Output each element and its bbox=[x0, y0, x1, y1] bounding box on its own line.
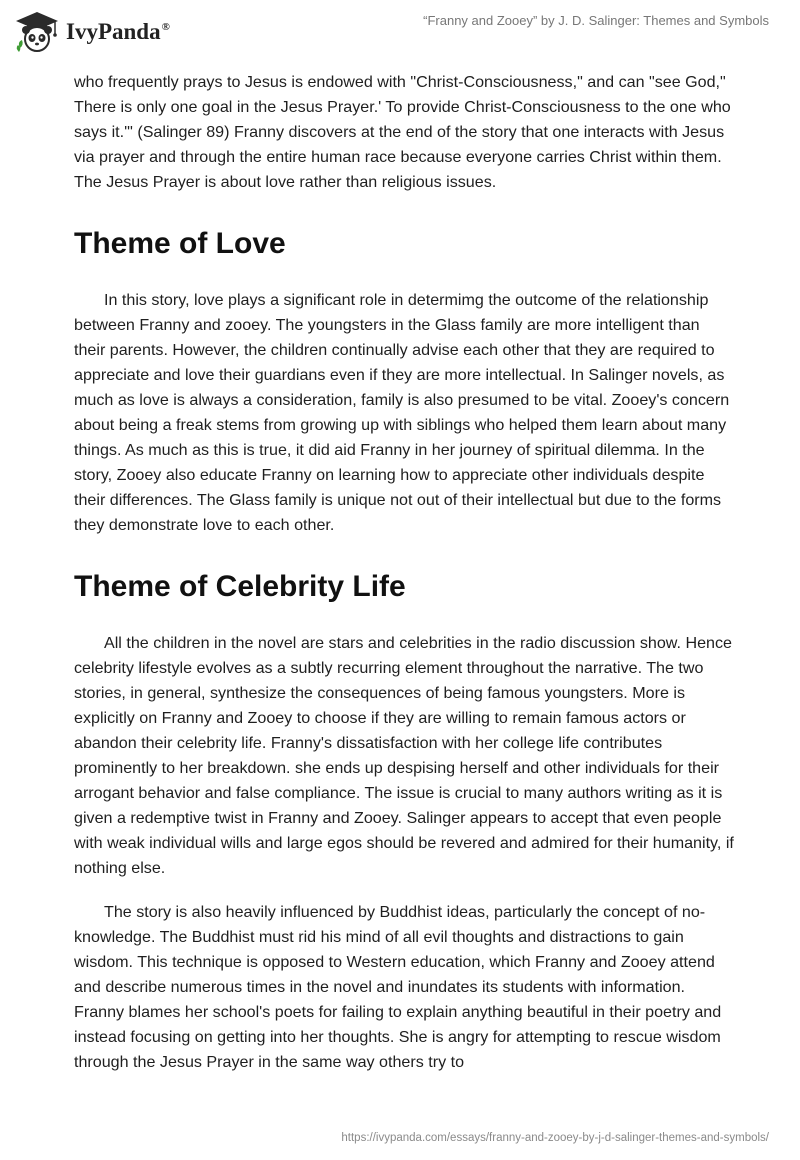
brand-name bbox=[66, 19, 170, 45]
brand-text: IvyPanda bbox=[66, 19, 161, 44]
registered-mark: ® bbox=[161, 21, 170, 33]
page-header bbox=[0, 0, 800, 64]
essay-content bbox=[74, 70, 734, 1094]
love-paragraph: In this story, love plays a significant role in determimg the outcome of the relationship between Franny and zooey. The youngsters in the Glass family are more intelligent than their parents. However, the children continually advise each other that they are required to appreciate and love their guardians even if they are more intellectual. In Salinger novels, as much as love is always a consideration, family is also presumed to be vital. Zooey's concern about being a freak stems from growing up with siblings who helped them learn about many things. As much as this is true, it did aid Franny in her journey of spiritual dilemma. In the story, Zooey also educate Franny on learning how to appreciate other individuals despite their differences. The Glass family is unique not out of their intellectual but due to the forms they demonstrate love to each other. bbox=[74, 291, 730, 534]
section-heading-love: Theme of Love bbox=[74, 227, 286, 260]
logo[interactable] bbox=[14, 10, 170, 54]
celebrity-paragraph-2: The story is also heavily influenced by Buddhist ideas, particularly the concept of no-knowledge. The Buddhist must rid his mind of all evil thoughts and distractions to gain wisdom. This technique is opposed to Western education, which Franny and Zooey attend and describe numerous times in the novel and inundates its students with information. Franny blames her school's poets for failing to explain anything beautiful in their poetry and instead focusing on getting into her thoughts. She is angry for attempting to rescue wisdom through the Jesus Prayer in the same way others try to bbox=[74, 903, 722, 1071]
panda-graduate-logo-icon bbox=[14, 10, 60, 54]
source-url[interactable]: https://ivypanda.com/essays/franny-and-zooey-by-j-d-salinger-themes-and-symbols/ bbox=[341, 1132, 769, 1144]
celebrity-paragraph-1: All the children in the novel are stars and celebrities in the radio discussion show. Hence celebrity lifestyle evolves as a subtly recurring element throughout the narrative. The two stories, in general, synthesize the consequences of being famous youngsters. More is explicitly on Franny and Zooey to choose if they are willing to remain famous actors or abandon their celebrity life. Franny's dissatisfaction with her college life contributes prominently to her breakdown. she ends up despising herself and other individuals for their arrogant behavior and false compliance. The issue is crucial to many authors writing as it is given a redemptive twist in Franny and Zooey. Salinger appears to accept that even people with weak individual wills and large egos should be revered and admired for their humanity, if nothing else. bbox=[74, 634, 734, 877]
intro-paragraph: who frequently prays to Jesus is endowed with "Christ-Consciousness," and can "see God," There is only one goal in the Jesus Prayer.' To provide Christ-Consciousness to the one who says it.'" (Salinger 89) Franny discovers at the end of the story that one interacts with Jesus via prayer and through the entire human race because everyone carries Christ within them. The Jesus Prayer is about love rather than religious issues. bbox=[74, 73, 731, 191]
document-title: “Franny and Zooey” by J. D. Salinger: Themes and Symbols bbox=[423, 13, 769, 28]
section-heading-celebrity: Theme of Celebrity Life bbox=[74, 570, 406, 603]
